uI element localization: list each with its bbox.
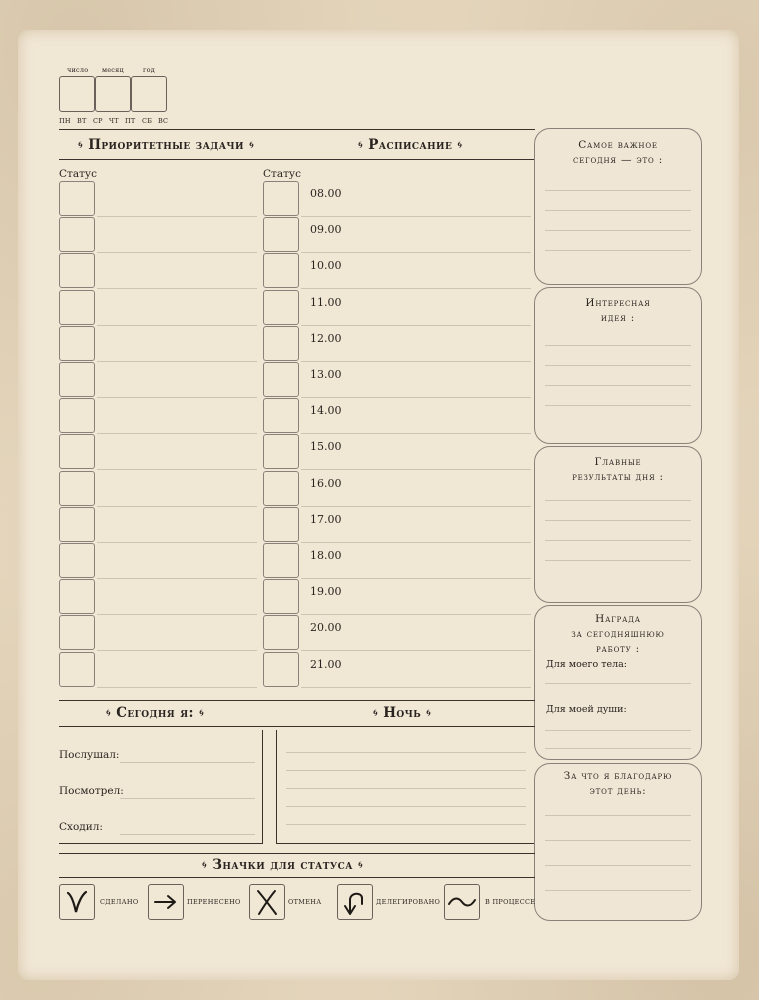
weekday-label[interactable]: ВТ (77, 117, 87, 125)
swirl-icon: 🌀︎ (202, 860, 208, 871)
schedule-status-label: Статус (263, 168, 301, 180)
priority-task-line[interactable] (97, 433, 257, 434)
schedule-entry-line[interactable] (301, 325, 531, 326)
priority-status-box[interactable] (59, 217, 95, 252)
schedule-time: 19.00 (310, 585, 342, 599)
panel-title-line: за сегодняшнюю (571, 628, 665, 640)
schedule-time: 15.00 (310, 440, 342, 454)
schedule-time: 18.00 (310, 549, 342, 562)
schedule-title (358, 137, 462, 153)
schedule-status-box[interactable] (263, 507, 299, 542)
schedule-entry-line[interactable] (301, 216, 531, 217)
panel-title-line: результаты дня : (572, 471, 664, 483)
swirl-icon: 🌀︎ (249, 140, 255, 151)
swirl-icon: 🌀︎ (106, 708, 112, 719)
schedule-status-box[interactable] (263, 290, 299, 325)
schedule-entry-line[interactable] (301, 361, 531, 362)
priority-task-line[interactable] (97, 614, 257, 615)
priority-status-box[interactable] (59, 398, 95, 433)
priority-title-text: Приоритетные задачи (88, 137, 244, 153)
top-rule (59, 129, 535, 130)
panel-write-line[interactable] (545, 210, 691, 211)
priority-status-box[interactable] (59, 507, 95, 542)
schedule-status-box[interactable] (263, 398, 299, 433)
night-write-line[interactable] (286, 824, 526, 825)
legend-title-text: Значки для статуса (212, 857, 353, 873)
today-rule-bottom (59, 726, 535, 727)
panel-write-line[interactable] (545, 250, 691, 251)
schedule-entry-line[interactable] (301, 650, 531, 651)
panel-title-line: сегодня — это : (572, 154, 664, 166)
today-write-line[interactable] (120, 798, 255, 799)
day-field[interactable] (59, 76, 95, 112)
year-field[interactable] (131, 76, 167, 112)
schedule-time: 14.00 (310, 404, 342, 418)
year-label: год (143, 66, 155, 74)
panel-title-line: этот день: (589, 785, 647, 797)
schedule-time: 11.00 (310, 295, 342, 309)
priority-status-box[interactable] (59, 543, 95, 578)
panel-write-line[interactable] (545, 815, 691, 816)
panel-title-line: работу : (596, 643, 640, 655)
panel-write-line[interactable] (545, 500, 691, 501)
cancel-icon (249, 884, 285, 920)
weekday-label[interactable]: ПТ (125, 117, 136, 125)
today-write-line[interactable] (120, 834, 255, 835)
schedule-entry-line[interactable] (301, 542, 531, 543)
priority-task-line[interactable] (97, 506, 257, 507)
moved-icon (148, 884, 184, 920)
panel-title-line: идея : (600, 312, 636, 324)
reward-body-label: Для моего тела: (546, 659, 627, 670)
schedule-entry-line[interactable] (301, 614, 531, 615)
schedule-title-text: Расписание (368, 137, 453, 153)
swirl-icon: 🌀︎ (457, 140, 463, 151)
priority-status-box[interactable] (59, 253, 95, 288)
priority-task-line[interactable] (97, 578, 257, 579)
panel-write-line[interactable] (545, 865, 691, 866)
schedule-status-box[interactable] (263, 615, 299, 650)
schedule-time: 16.00 (310, 476, 342, 490)
panel-title-line: Самое важное (578, 139, 658, 151)
panel-write-line[interactable] (545, 365, 691, 366)
panel-write-line[interactable] (545, 190, 691, 191)
priority-title (78, 137, 254, 153)
legend-rule-bottom (59, 877, 535, 878)
panel-title-line: Главные (594, 456, 642, 468)
priority-task-line[interactable] (97, 252, 257, 253)
panel-write-line[interactable] (545, 540, 691, 541)
schedule-entry-line[interactable] (301, 433, 531, 434)
panel-title-line: Интересная (585, 297, 651, 309)
priority-status-box[interactable] (59, 362, 95, 397)
schedule-status-box[interactable] (263, 326, 299, 361)
schedule-status-box[interactable] (263, 181, 299, 216)
listened-label: Послушал: (59, 749, 120, 761)
night-write-line[interactable] (286, 752, 526, 753)
swirl-icon: 🌀︎ (78, 140, 84, 151)
panel-write-line[interactable] (545, 405, 691, 406)
reward-soul-label: Для моей души: (546, 704, 627, 715)
legend-rule-top (59, 853, 535, 854)
panel-write-line[interactable] (545, 840, 691, 841)
swirl-icon: 🌀︎ (358, 140, 364, 151)
schedule-entry-line[interactable] (301, 687, 531, 688)
panel-write-line[interactable] (545, 230, 691, 231)
priority-status-box[interactable] (59, 615, 95, 650)
schedule-status-box[interactable] (263, 362, 299, 397)
top-rule-2 (59, 159, 535, 160)
schedule-entry-line[interactable] (301, 288, 531, 289)
priority-task-line[interactable] (97, 469, 257, 470)
done-label: СДЕЛАНО (100, 898, 139, 906)
panel-write-line[interactable] (545, 345, 691, 346)
night-title-text: Ночь (383, 705, 422, 721)
schedule-time: 10.00 (310, 259, 342, 273)
month-label: месяц (102, 66, 124, 74)
results-panel[interactable] (534, 446, 702, 603)
schedule-status-box[interactable] (263, 434, 299, 469)
schedule-status-box[interactable] (263, 579, 299, 614)
schedule-entry-line[interactable] (301, 469, 531, 470)
panel-write-line[interactable] (545, 560, 691, 561)
most-important-panel[interactable] (534, 128, 702, 285)
priority-status-box[interactable] (59, 181, 95, 216)
weekday-label[interactable]: СБ (142, 117, 153, 125)
priority-status-box[interactable] (59, 434, 95, 469)
delegated-icon (337, 884, 373, 920)
panel-title-line: Награда (595, 613, 641, 625)
schedule-entry-line[interactable] (301, 397, 531, 398)
day-label: число (67, 66, 89, 74)
night-write-line[interactable] (286, 770, 526, 771)
schedule-time: 08.00 (310, 187, 342, 200)
panel-write-line[interactable] (545, 385, 691, 386)
priority-task-line[interactable] (97, 542, 257, 543)
priority-status-box[interactable] (59, 579, 95, 614)
schedule-time: 12.00 (310, 331, 342, 345)
priority-task-line[interactable] (97, 687, 257, 688)
in-progress-icon (444, 884, 480, 920)
night-write-line[interactable] (286, 788, 526, 789)
priority-task-line[interactable] (97, 216, 257, 217)
schedule-status-box[interactable] (263, 471, 299, 506)
night-title (373, 705, 431, 721)
panel-title-line: За что я благодарю (563, 770, 673, 782)
panel-write-line[interactable] (545, 748, 691, 749)
today-title (106, 705, 204, 721)
cancel-label: ОТМЕНА (288, 898, 322, 906)
schedule-status-box[interactable] (263, 217, 299, 252)
today-rule-top (59, 700, 535, 701)
schedule-entry-line[interactable] (301, 578, 531, 579)
weekday-label[interactable]: ЧТ (109, 117, 119, 125)
schedule-entry-line[interactable] (301, 506, 531, 507)
swirl-icon: 🌀︎ (358, 860, 364, 871)
schedule-time: 21.00 (310, 657, 342, 671)
legend-title (202, 857, 363, 873)
panel-write-line[interactable] (545, 890, 691, 891)
priority-status-label: Статус (59, 168, 97, 180)
moved-label: ПЕРЕНЕСЕНО (187, 898, 241, 906)
today-title-text: Сегодня я: (116, 705, 194, 721)
priority-status-box[interactable] (59, 652, 95, 687)
priority-task-line[interactable] (97, 288, 257, 289)
schedule-status-box[interactable] (263, 543, 299, 578)
schedule-status-box[interactable] (263, 652, 299, 687)
month-field[interactable] (95, 76, 131, 112)
priority-task-line[interactable] (97, 325, 257, 326)
weekday-label[interactable]: ПН (59, 117, 71, 125)
schedule-time: 20.00 (310, 621, 342, 635)
priority-task-line[interactable] (97, 650, 257, 651)
schedule-time: 09.00 (310, 223, 342, 237)
watched-label: Посмотрел: (59, 785, 124, 797)
panel-write-line[interactable] (545, 730, 691, 731)
went-label: Сходил: (59, 821, 103, 833)
weekday-label[interactable]: СР (93, 117, 103, 125)
in-progress-label: В ПРОЦЕССЕ (485, 898, 536, 906)
priority-task-line[interactable] (97, 397, 257, 398)
swirl-icon: 🌀︎ (426, 708, 432, 719)
priority-status-box[interactable] (59, 326, 95, 361)
done-icon (59, 884, 95, 920)
delegated-label: ДЕЛЕГИРОВАНО (376, 898, 441, 906)
gratitude-panel[interactable] (534, 763, 702, 921)
priority-status-box[interactable] (59, 471, 95, 506)
schedule-time: 17.00 (310, 512, 342, 526)
weekday-label[interactable]: ВС (158, 117, 169, 125)
swirl-icon: 🌀︎ (373, 708, 379, 719)
swirl-icon: 🌀︎ (199, 708, 205, 719)
panel-write-line[interactable] (545, 683, 691, 684)
priority-task-line[interactable] (97, 361, 257, 362)
night-write-line[interactable] (286, 806, 526, 807)
panel-write-line[interactable] (545, 520, 691, 521)
night-box[interactable] (276, 730, 534, 844)
schedule-entry-line[interactable] (301, 252, 531, 253)
today-write-line[interactable] (120, 762, 255, 763)
schedule-status-box[interactable] (263, 253, 299, 288)
priority-status-box[interactable] (59, 290, 95, 325)
schedule-time: 13.00 (310, 368, 342, 381)
